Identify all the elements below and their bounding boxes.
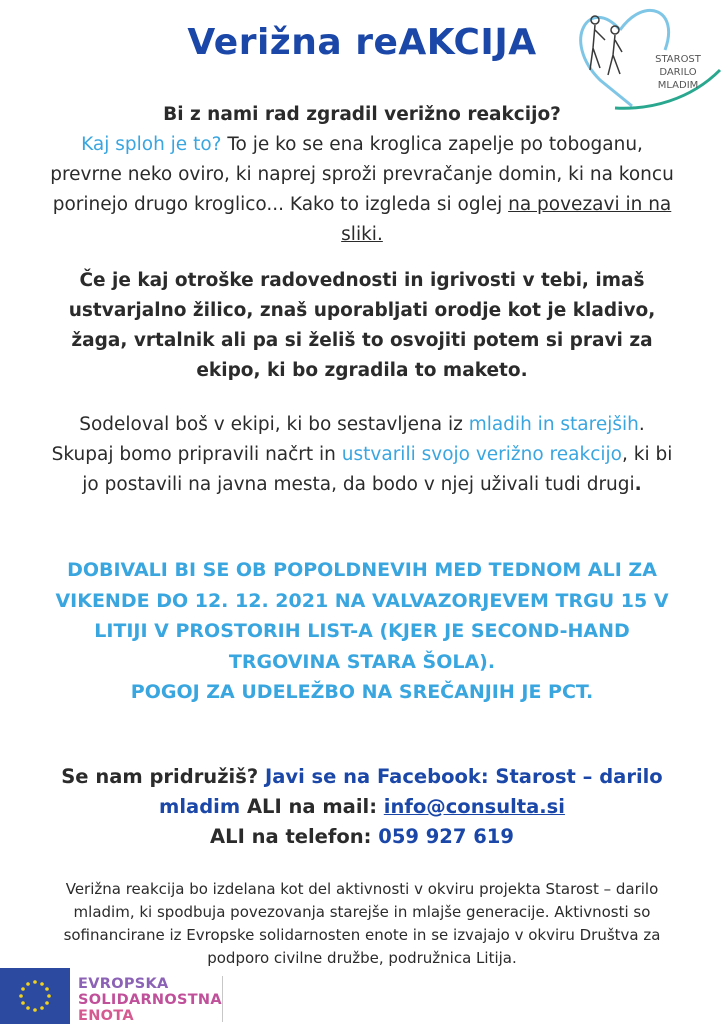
contact-block xyxy=(50,762,674,852)
team-text-4: načrt in xyxy=(259,444,342,465)
eu-text-line-3: ENOTA xyxy=(78,1008,134,1024)
team-text-1: Sodeloval boš v ekipi, ki bo sestavljena iz xyxy=(79,414,469,435)
announcement-line-1: DOBIVALI BI SE OB POPOLDNEVIH MED TEDNOM ALI ZA VIKENDE DO 12. 12. 2021 NA VALVAZORJEVEM TRGU 15 V LITIJI V PROSTORIH LIST-A (KJER JE SECOND-HAND TRGOVINA STARA ŠOLA). xyxy=(55,559,669,673)
logo-text-3: MLADIM xyxy=(657,80,699,91)
team-text-3: pripravili xyxy=(177,444,260,465)
eu-text-line-2: SOLIDARNOSTNA xyxy=(78,992,222,1008)
intro-paragraph xyxy=(50,100,674,250)
team-highlight-1: mladih in starejših xyxy=(468,414,639,435)
team-text-6: . xyxy=(634,474,642,495)
announcement-line-2: POGOJ ZA UDELEŽBO NA SREČANJIH JE PCT. xyxy=(130,681,594,703)
team-highlight-2: ustvarili svojo verižno reakcijo xyxy=(341,444,622,465)
logo-text-1: STAROST xyxy=(655,54,701,65)
team-paragraph xyxy=(50,410,674,500)
footer-note: Verižna reakcija bo izdelana kot del aktivnosti v okviru projekta Starost – darilo mladim, ki spodbuja povezovanja starejše in mlajše generacije. Aktivnosti so sofinancirane iz Evropske solidarnosten enote in se izvajajo v okviru Društva za podporo civilne družbe, podružnica Litija. xyxy=(63,880,661,967)
eu-text-line-1: EVROPSKA xyxy=(78,976,169,992)
divider xyxy=(222,976,223,1022)
eu-solidarity-logo-text xyxy=(78,976,222,1024)
contact-or-phone: ALI na telefon: xyxy=(210,825,379,848)
team-text-5: , ki bi jo postavili na javna mesta, da bodo v njej uživali tudi drugi xyxy=(82,444,673,495)
skills-paragraph: Če je kaj otroške radovednosti in igrivosti v tebi, imaš ustvarjalno žilico, znaš uporabljati orodje kot je kladivo, žaga, vrtalnik ali pa si želiš to osvojiti potem si pravi za ekipo, ki bo zgradila to maketo. xyxy=(68,270,656,381)
contact-question: Se nam pridružiš? xyxy=(61,765,265,788)
team-text-2: . Skupaj bomo xyxy=(51,414,645,465)
announcement xyxy=(50,555,674,708)
page-title: Verižna reAKCIJA xyxy=(187,22,537,63)
contact-or-mail: ALI na mail: xyxy=(240,795,384,818)
intro-question: Kaj sploh je to? xyxy=(81,134,222,155)
intro-link[interactable]: na povezavi in na sliki. xyxy=(341,194,672,245)
phone-number[interactable]: 059 927 619 xyxy=(378,825,514,848)
eu-flag-icon xyxy=(0,968,70,1024)
email-link[interactable]: info@consulta.si xyxy=(383,795,565,818)
logo-text-2: DARILO xyxy=(659,67,697,78)
intro-heading: Bi z nami rad zgradil verižno reakcijo? xyxy=(163,104,561,125)
intro-text: To je ko se ena kroglica zapelje po toboganu, prevrne neko oviro, ki naprej sproži prevračanje domin, ki na koncu porinejo drugo kroglico... Kako to izgleda si oglej xyxy=(50,134,674,215)
facebook-link[interactable]: Javi se na Facebook: Starost – darilo mladim xyxy=(159,765,663,818)
